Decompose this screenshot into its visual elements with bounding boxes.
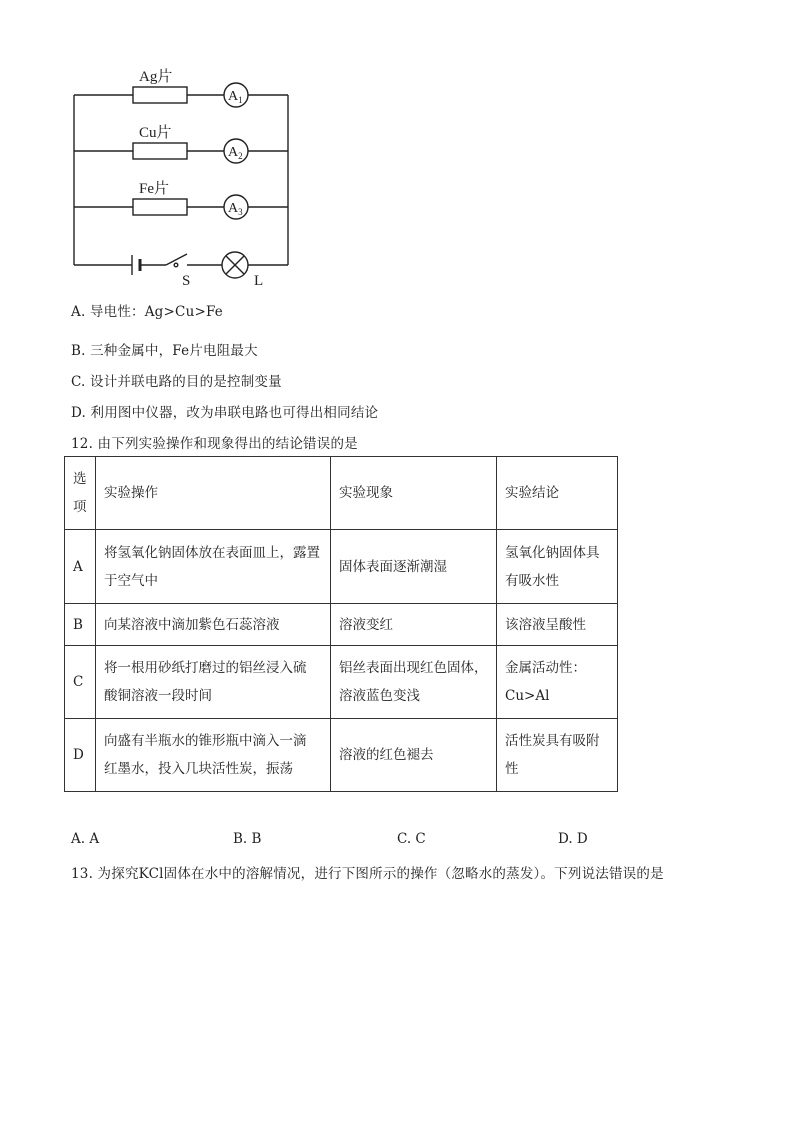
lamp-label: L (254, 273, 264, 289)
row-phenomenon: 铝丝表面出现红色固体， 溶液蓝色变浅 (331, 646, 497, 719)
row-operation: 向某溶液中滴加紫色石蕊溶液 (96, 604, 331, 646)
row-phenomenon: 溶液的红色褪去 (331, 719, 497, 792)
a1-label: $A_1$ (228, 89, 243, 105)
row-phenomenon: 固体表面逐渐潮湿 (331, 530, 497, 604)
row-conclusion: 氢氧化钠固体具 有吸水性 (497, 530, 618, 604)
row-option: C (65, 646, 96, 719)
cu-resistor (133, 143, 187, 159)
a3-label: $A_3$ (228, 201, 243, 217)
fe-resistor (133, 199, 187, 215)
row-conclusion: 金属活动性： Cu>Al (497, 646, 618, 719)
cu-label: Cu片 (139, 125, 172, 141)
q12-choice-a: A. A (71, 831, 100, 847)
a2-label: $A_2$ (228, 145, 243, 161)
switch-label: S (182, 273, 191, 289)
header-operation: 实验操作 (96, 457, 331, 530)
row-conclusion: 该溶液呈酸性 (497, 604, 618, 646)
row-operation: 将一根用砂纸打磨过的铝丝浸入硫 酸铜溶液一段时间 (96, 646, 331, 719)
ag-label: Ag片 (139, 69, 173, 85)
row-phenomenon: 溶液变红 (331, 604, 497, 646)
header-conclusion: 实验结论 (497, 457, 618, 530)
q13-stem: 13. 为探究KCl固体在水中的溶解情况，进行下图所示的操作（忽略水的蒸发）。下列说法错误的是 (71, 866, 664, 882)
q12-choice-c: C. C (397, 831, 426, 847)
q11-option-a: A. 导电性：Ag>Cu>Fe (71, 304, 223, 320)
q12-choice-d: D. D (558, 831, 588, 847)
header-phenomenon: 实验现象 (331, 457, 497, 530)
row-operation: 将氢氧化钠固体放在表面皿上，露置 于空气中 (96, 530, 331, 604)
row-conclusion: 活性炭具有吸附 性 (497, 719, 618, 792)
row-operation: 向盛有半瓶水的锥形瓶中滴入一滴 红墨水，投入几块活性炭，振荡 (96, 719, 331, 792)
q12-table (64, 456, 618, 792)
q12-choice-b: B. B (233, 831, 262, 847)
q11-option-d: D. 利用图中仪器，改为串联电路也可得出相同结论 (71, 405, 379, 421)
fe-label: Fe片 (139, 181, 170, 197)
ag-resistor (133, 87, 187, 103)
q11-option-c: C. 设计并联电路的目的是控制变量 (71, 374, 282, 390)
table-header-row (65, 457, 618, 530)
table-row (65, 719, 618, 792)
row-option: D (65, 719, 96, 792)
q12-stem: 12. 由下列实验操作和现象得出的结论错误的是 (71, 436, 358, 452)
row-option: B (65, 604, 96, 646)
header-option: 选 项 (65, 457, 96, 530)
row-option: A (65, 530, 96, 604)
table-row (65, 646, 618, 719)
circuit-diagram (60, 55, 310, 295)
q11-option-b: B. 三种金属中，Fe片电阻最大 (71, 343, 258, 359)
table-row (65, 604, 618, 646)
table-row (65, 530, 618, 604)
